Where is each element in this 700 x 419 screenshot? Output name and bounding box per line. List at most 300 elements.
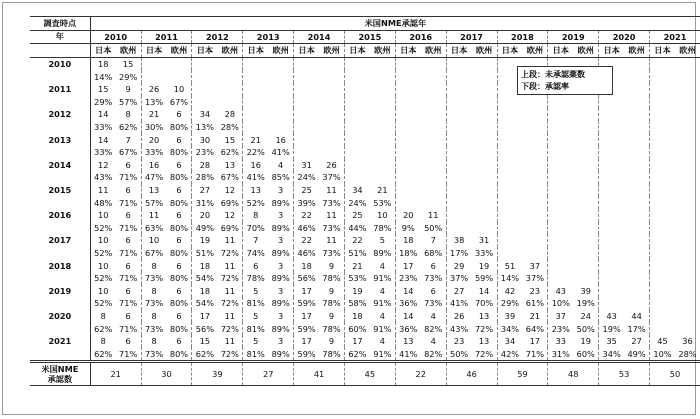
- column-year: 2021: [650, 30, 700, 44]
- unapproved-europe: [217, 57, 242, 70]
- unapproved-japan: [497, 184, 522, 197]
- unapproved-europe: [624, 259, 649, 272]
- unapproved-europe: [675, 209, 700, 222]
- unapproved-japan: [548, 184, 573, 197]
- rate-japan: 67%: [141, 247, 166, 260]
- rate-japan: [497, 247, 522, 260]
- rate-europe: [624, 70, 649, 83]
- unapproved-japan: [599, 209, 624, 222]
- rate-japan: 10%: [650, 347, 675, 361]
- rate-europe: [675, 70, 700, 83]
- rate-japan: [395, 146, 420, 159]
- region-japan: 日本: [192, 44, 217, 58]
- rate-europe: [675, 171, 700, 184]
- rate-europe: 17%: [627, 323, 646, 334]
- rate-europe: [624, 247, 649, 260]
- unapproved-japan: [650, 284, 675, 297]
- unapproved-japan: 14: [98, 109, 109, 120]
- rate-europe: 71%: [119, 197, 138, 208]
- table-row-counts: [30, 209, 700, 222]
- unapproved-europe: 3: [278, 336, 284, 347]
- unapproved-europe: [472, 57, 497, 70]
- rate-japan: 33%: [141, 146, 166, 159]
- unapproved-europe: 16: [275, 134, 286, 145]
- unapproved-japan: [599, 184, 624, 197]
- rate-europe: 60%: [576, 348, 595, 359]
- unapproved-europe: 24: [580, 310, 591, 321]
- rate-japan: 57%: [141, 196, 166, 209]
- rate-japan: 58%: [344, 297, 369, 310]
- unapproved-japan: 11: [98, 185, 109, 196]
- unapproved-japan: [650, 184, 675, 197]
- region-japan: 日本: [90, 44, 115, 58]
- rate-japan: 29%: [94, 96, 113, 107]
- table-row-counts: [30, 335, 700, 348]
- rate-japan: [599, 121, 624, 134]
- rate-europe: [421, 196, 446, 209]
- unapproved-japan: [344, 159, 369, 172]
- region-japan: 日本: [446, 44, 471, 58]
- rate-japan: 47%: [141, 171, 166, 184]
- rate-europe: 50%: [424, 222, 443, 233]
- region-europe: 欧州: [421, 44, 446, 58]
- unapproved-japan: 6: [243, 259, 268, 272]
- rate-japan: [599, 247, 624, 260]
- rate-japan: [243, 96, 268, 109]
- unapproved-japan: [294, 133, 319, 146]
- rate-europe: 72%: [220, 273, 239, 284]
- survey-label: 調査時点: [30, 17, 90, 31]
- rate-europe: [675, 146, 700, 159]
- rate-europe: 67%: [169, 96, 189, 107]
- unapproved-europe: 11: [326, 235, 337, 246]
- unapproved-europe: [624, 234, 649, 247]
- rate-japan: 62%: [94, 323, 113, 334]
- rate-japan: 52%: [94, 247, 113, 258]
- unapproved-japan: 34: [192, 108, 217, 121]
- unapproved-europe: [522, 209, 547, 222]
- footer-label: [30, 362, 90, 386]
- rate-europe: 67%: [220, 172, 239, 183]
- rate-europe: 72%: [220, 323, 239, 334]
- rate-japan: [548, 96, 573, 109]
- unapproved-europe: 6: [176, 210, 182, 221]
- unapproved-europe: 6: [176, 285, 182, 296]
- row-year: [30, 247, 90, 260]
- column-year: 2014: [294, 30, 345, 44]
- table-row-rates: [30, 297, 700, 310]
- rate-japan: 23%: [192, 146, 217, 159]
- unapproved-japan: [141, 57, 166, 70]
- table-row-rates: [30, 222, 700, 235]
- nme-approval-count: 39: [192, 362, 243, 386]
- unapproved-japan: [344, 133, 369, 146]
- table-row-rates: [30, 322, 700, 335]
- rate-europe: 49%: [627, 348, 646, 359]
- table-row-counts: [30, 184, 700, 197]
- rate-japan: [497, 222, 522, 235]
- rate-europe: [573, 96, 598, 109]
- rate-europe: 89%: [271, 222, 290, 233]
- unapproved-europe: 6: [176, 109, 182, 120]
- rate-europe: [624, 272, 649, 285]
- table-row-rates: [30, 347, 700, 361]
- nme-approval-count: 27: [243, 362, 294, 386]
- region-japan: 日本: [395, 44, 420, 58]
- rate-japan: 18%: [395, 247, 420, 260]
- rate-europe: 78%: [322, 348, 341, 359]
- rate-japan: 31%: [192, 196, 217, 209]
- rate-europe: 91%: [373, 323, 392, 334]
- row-year: [30, 171, 90, 184]
- unapproved-japan: 26: [141, 83, 166, 96]
- rate-europe: [167, 70, 192, 83]
- rate-europe: [624, 146, 649, 159]
- rate-europe: 37%: [525, 273, 544, 284]
- unapproved-europe: [370, 108, 395, 121]
- unapproved-japan: [599, 108, 624, 121]
- rate-europe: [217, 96, 242, 109]
- unapproved-europe: [624, 108, 649, 121]
- row-year: [30, 272, 90, 285]
- unapproved-japan: [446, 133, 471, 146]
- unapproved-japan: 17: [294, 310, 319, 323]
- unapproved-japan: 15: [192, 335, 217, 348]
- unapproved-europe: 11: [326, 185, 337, 196]
- unapproved-europe: 21: [529, 310, 541, 321]
- unapproved-europe: 4: [379, 336, 385, 347]
- rate-japan: [344, 70, 369, 83]
- rate-japan: 74%: [243, 247, 268, 260]
- unapproved-europe: 4: [379, 260, 385, 271]
- unapproved-japan: [599, 284, 624, 297]
- rate-japan: [446, 222, 471, 235]
- rate-japan: 10%: [548, 297, 573, 310]
- unapproved-japan: 38: [446, 234, 471, 247]
- rate-japan: [548, 272, 573, 285]
- unapproved-japan: 27: [446, 284, 471, 297]
- unapproved-europe: [522, 234, 547, 247]
- rate-europe: [624, 222, 649, 235]
- rate-japan: 24%: [344, 196, 369, 209]
- unapproved-europe: [624, 209, 649, 222]
- row-year: [30, 196, 90, 209]
- rate-europe: [472, 222, 497, 235]
- rate-europe: [217, 70, 242, 83]
- column-year: 2019: [548, 30, 599, 44]
- unapproved-japan: 42: [497, 284, 522, 297]
- unapproved-japan: 8: [141, 259, 166, 272]
- rate-europe: 80%: [169, 172, 189, 183]
- unapproved-japan: 51: [497, 259, 522, 272]
- rate-japan: 51%: [192, 247, 217, 260]
- rate-japan: 54%: [192, 297, 217, 310]
- rate-japan: [395, 196, 420, 209]
- unapproved-europe: 3: [278, 210, 284, 221]
- rate-europe: [370, 121, 395, 134]
- unapproved-europe: [624, 184, 649, 197]
- rate-europe: [522, 146, 547, 159]
- unapproved-europe: 11: [224, 336, 236, 347]
- unapproved-europe: 12: [224, 185, 236, 196]
- unapproved-japan: 14: [98, 134, 109, 145]
- rate-europe: 71%: [119, 247, 138, 258]
- rate-europe: [624, 297, 649, 310]
- unapproved-japan: [344, 83, 369, 96]
- rate-japan: 30%: [141, 121, 166, 134]
- unapproved-europe: [319, 57, 344, 70]
- rate-japan: [548, 196, 573, 209]
- rate-europe: 73%: [322, 222, 341, 233]
- unapproved-europe: 9: [125, 84, 131, 95]
- unapproved-japan: 19: [192, 234, 217, 247]
- nme-approval-count: 46: [446, 362, 497, 386]
- region-japan: 日本: [497, 44, 522, 58]
- rate-japan: 34%: [497, 322, 522, 335]
- region-europe: 欧州: [319, 44, 344, 58]
- unapproved-japan: 17: [294, 284, 319, 297]
- rate-japan: 41%: [395, 347, 420, 361]
- rate-japan: [446, 96, 471, 109]
- unapproved-europe: 6: [125, 336, 131, 347]
- legend-box: [517, 66, 613, 95]
- rate-europe: 82%: [424, 348, 443, 359]
- rate-europe: 70%: [474, 298, 494, 309]
- unapproved-europe: 13: [478, 336, 490, 347]
- unapproved-europe: [675, 108, 700, 121]
- unapproved-europe: 36: [682, 336, 693, 347]
- unapproved-japan: 8: [100, 336, 106, 347]
- unapproved-europe: 4: [430, 310, 436, 321]
- rate-europe: 89%: [271, 273, 290, 284]
- rate-japan: 62%: [192, 347, 217, 361]
- unapproved-europe: 6: [176, 185, 182, 196]
- rate-europe: [573, 247, 598, 260]
- unapproved-europe: 4: [278, 159, 284, 170]
- rate-europe: [421, 121, 446, 134]
- header-row-years: [30, 30, 700, 44]
- rate-japan: 36%: [395, 297, 420, 310]
- unapproved-japan: 22: [294, 234, 319, 247]
- rate-europe: [472, 121, 497, 134]
- unapproved-japan: 35: [599, 335, 624, 348]
- row-year: 2012: [30, 108, 90, 121]
- unapproved-japan: [599, 259, 624, 272]
- unapproved-japan: [446, 159, 471, 172]
- unapproved-japan: 18: [192, 259, 217, 272]
- unapproved-japan: 7: [243, 234, 268, 247]
- unapproved-japan: [344, 108, 369, 121]
- rate-europe: 82%: [424, 323, 443, 334]
- rate-japan: [294, 146, 319, 159]
- rate-japan: 50%: [446, 347, 471, 361]
- unapproved-japan: [650, 159, 675, 172]
- rate-europe: 80%: [169, 197, 189, 208]
- unapproved-japan: 34: [344, 184, 369, 197]
- unapproved-japan: 25: [344, 209, 369, 222]
- unapproved-japan: [192, 83, 217, 96]
- unapproved-europe: 23: [529, 285, 541, 296]
- rate-japan: [344, 146, 369, 159]
- region-japan: 日本: [141, 44, 166, 58]
- unapproved-europe: 11: [427, 210, 439, 221]
- unapproved-japan: 21: [344, 259, 369, 272]
- rate-europe: 80%: [169, 147, 189, 158]
- unapproved-europe: [319, 133, 344, 146]
- header-row-regions: [30, 44, 700, 58]
- rate-europe: [421, 171, 446, 184]
- column-year: 2018: [497, 30, 548, 44]
- rate-japan: [599, 297, 624, 310]
- unapproved-europe: 6: [125, 159, 131, 170]
- unapproved-europe: 11: [224, 235, 236, 246]
- region-europe: 欧州: [268, 44, 293, 58]
- unapproved-japan: [446, 83, 471, 96]
- row-year: [30, 297, 90, 310]
- rate-japan: 54%: [192, 272, 217, 285]
- rate-japan: [650, 297, 675, 310]
- unapproved-japan: 45: [650, 335, 675, 348]
- unapproved-europe: [472, 133, 497, 146]
- rate-japan: [141, 70, 166, 83]
- rate-japan: 78%: [243, 272, 268, 285]
- rate-europe: 72%: [220, 348, 239, 359]
- rate-europe: 78%: [322, 273, 341, 284]
- rate-japan: [446, 171, 471, 184]
- rate-europe: [573, 146, 598, 159]
- rate-europe: 80%: [169, 222, 189, 233]
- unapproved-europe: 6: [176, 159, 182, 170]
- rate-europe: 62%: [119, 122, 138, 133]
- unapproved-japan: 11: [141, 209, 166, 222]
- rate-europe: 19%: [576, 298, 595, 309]
- rate-europe: [522, 121, 547, 134]
- rate-europe: [370, 96, 395, 109]
- unapproved-japan: [548, 133, 573, 146]
- rate-europe: 80%: [169, 298, 189, 309]
- rate-europe: 73%: [424, 298, 443, 309]
- unapproved-japan: 20: [192, 209, 217, 222]
- rate-japan: 70%: [243, 222, 268, 235]
- rate-europe: 62%: [220, 147, 239, 158]
- row-year: 2015: [30, 184, 90, 197]
- unapproved-europe: 7: [125, 134, 131, 145]
- rate-japan: 62%: [344, 347, 369, 361]
- rate-europe: 41%: [271, 147, 290, 158]
- unapproved-europe: [573, 133, 598, 146]
- rate-japan: [650, 222, 675, 235]
- unapproved-europe: 6: [125, 235, 131, 246]
- unapproved-japan: [497, 209, 522, 222]
- table-row-counts: [30, 234, 700, 247]
- unapproved-japan: 29: [446, 259, 471, 272]
- unapproved-japan: [650, 310, 675, 323]
- unapproved-japan: [243, 57, 268, 70]
- region-europe: 欧州: [116, 44, 141, 58]
- rate-europe: 53%: [373, 197, 392, 208]
- unapproved-europe: 6: [176, 260, 182, 271]
- rate-europe: 69%: [220, 197, 239, 208]
- rate-europe: [573, 121, 598, 134]
- rate-europe: [522, 247, 547, 260]
- rate-europe: 72%: [474, 323, 494, 334]
- unapproved-japan: [497, 234, 522, 247]
- rate-japan: 41%: [243, 171, 268, 184]
- table-row-counts: [30, 310, 700, 323]
- unapproved-europe: 28: [224, 109, 236, 120]
- unapproved-japan: [446, 108, 471, 121]
- column-year: 2017: [446, 30, 497, 44]
- unapproved-japan: 8: [243, 209, 268, 222]
- rate-japan: [294, 96, 319, 109]
- rate-europe: 91%: [373, 273, 392, 284]
- rate-europe: 89%: [271, 323, 290, 334]
- unapproved-europe: 11: [326, 210, 337, 221]
- unapproved-japan: 10: [141, 234, 166, 247]
- rate-europe: 37%: [322, 172, 341, 183]
- rate-europe: [675, 196, 700, 209]
- unapproved-europe: [675, 184, 700, 197]
- unapproved-japan: 31: [294, 159, 319, 172]
- rate-europe: 89%: [271, 197, 290, 208]
- rate-japan: 81%: [243, 347, 268, 361]
- rate-europe: [472, 96, 497, 109]
- region-europe: 欧州: [624, 44, 649, 58]
- rate-japan: [243, 121, 268, 134]
- unapproved-europe: [370, 83, 395, 96]
- row-year: 2021: [30, 335, 90, 348]
- table-row-counts: [30, 259, 700, 272]
- rate-europe: [472, 146, 497, 159]
- unapproved-europe: [624, 133, 649, 146]
- unapproved-europe: 37: [529, 260, 541, 271]
- unapproved-europe: [268, 57, 293, 70]
- unapproved-japan: [548, 259, 573, 272]
- rate-europe: 73%: [322, 247, 341, 258]
- rate-europe: 71%: [119, 323, 138, 334]
- rate-europe: 89%: [271, 348, 290, 359]
- rate-japan: 24%: [294, 171, 319, 184]
- unapproved-europe: [522, 133, 547, 146]
- rate-europe: [675, 247, 700, 260]
- rate-europe: 91%: [373, 298, 392, 309]
- unapproved-europe: [472, 108, 497, 121]
- rate-japan: [599, 222, 624, 235]
- unapproved-europe: 44: [631, 310, 642, 321]
- unapproved-japan: 18: [192, 284, 217, 297]
- unapproved-europe: 9: [328, 310, 335, 321]
- unapproved-japan: 43: [599, 310, 624, 323]
- rate-europe: 78%: [373, 222, 392, 233]
- unapproved-europe: 11: [224, 310, 236, 321]
- unapproved-japan: 19: [344, 284, 369, 297]
- unapproved-japan: 18: [344, 310, 369, 323]
- column-year: 2013: [243, 30, 294, 44]
- rate-japan: 13%: [192, 121, 217, 134]
- nme-approval-count: 45: [344, 362, 395, 386]
- unapproved-japan: 10: [98, 210, 109, 221]
- rate-japan: [446, 121, 471, 134]
- unapproved-europe: 13: [478, 310, 490, 321]
- rate-europe: [421, 96, 446, 109]
- rate-japan: [497, 146, 522, 159]
- rate-europe: [624, 96, 649, 109]
- row-year: 2016: [30, 209, 90, 222]
- unapproved-europe: 19: [478, 260, 490, 271]
- legend-line-lower: 下段：承認率: [521, 82, 569, 91]
- nme-approval-count: 21: [90, 362, 141, 386]
- rate-europe: [573, 222, 598, 235]
